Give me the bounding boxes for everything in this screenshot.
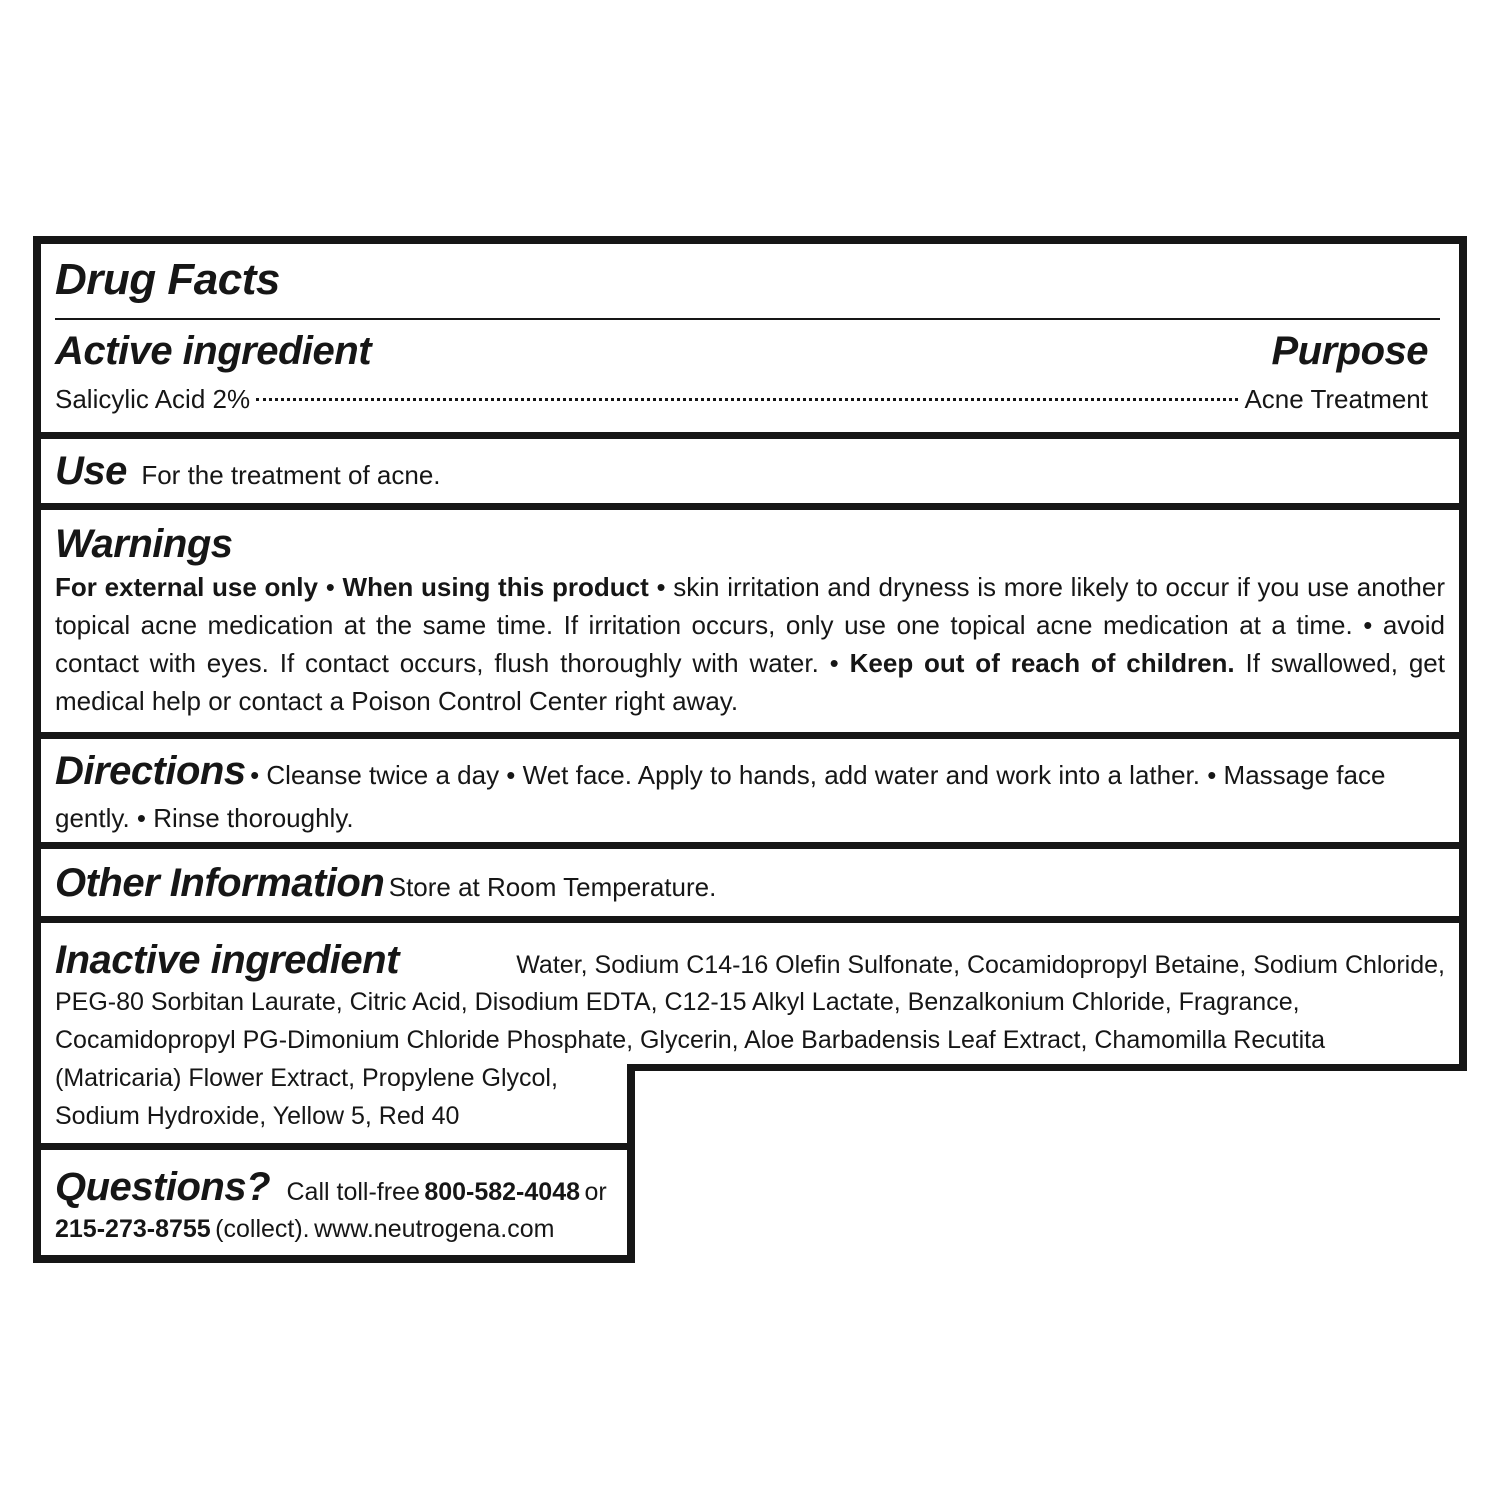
frame-top-border: [33, 236, 1467, 244]
warnings-bullet: •: [829, 648, 839, 678]
warnings-text: [55, 568, 1445, 720]
inactive-heading: Inactive ingredient: [55, 938, 399, 982]
title-hairline: [55, 318, 1440, 320]
active-ingredient-row: [55, 380, 1428, 418]
divider-inactive-questions: [33, 1143, 635, 1150]
other-info-text: Store at Room Temperature.: [388, 872, 717, 902]
divider-warnings-directions: [33, 732, 1467, 739]
warnings-external-use: For external use only: [55, 572, 318, 602]
other-info-heading: Other Information: [55, 861, 385, 905]
warnings-bullet: •: [325, 572, 335, 602]
questions-or: or: [584, 1178, 607, 1206]
page-title: Drug Facts: [55, 255, 280, 304]
inactive-line-3: Cocamidopropyl PG-Dimonium Chloride Phosphate, Glycerin, Aloe Barbadensis Leaf Extract, Chamomilla Recutita: [55, 1026, 1326, 1054]
warnings-heading: Warnings: [55, 522, 233, 566]
inactive-line-4: (Matricaria) Flower Extract, Propylene Glycol,: [55, 1064, 558, 1092]
questions-line-2: [55, 1210, 620, 1252]
inactive-line-1: [55, 938, 1445, 984]
frame-step-border: [627, 1064, 1467, 1071]
questions-website-link[interactable]: www.neutrogena.com: [314, 1215, 555, 1243]
inactive-line-2: PEG-80 Sorbitan Laurate, Citric Acid, Disodium EDTA, C12-15 Alkyl Lactate, Benzalkonium Chloride, Fragrance,: [55, 988, 1300, 1016]
frame-inner-right-border: [627, 1064, 635, 1263]
active-ingredient-purpose: Acne Treatment: [1244, 384, 1428, 414]
purpose-heading: Purpose: [1271, 329, 1428, 373]
use-text: For the treatment of acne.: [141, 460, 441, 490]
leader-dots: [256, 398, 1238, 401]
directions-heading: Directions: [55, 749, 246, 793]
directions-section: [55, 749, 1445, 842]
other-info-section: [55, 860, 1445, 915]
inactive-text: Water, Sodium C14-16 Olefin Sulfonate, Cocamidopropyl Betaine, Sodium Chloride,: [516, 951, 1445, 979]
questions-phone-collect[interactable]: 215-273-8755: [55, 1215, 211, 1243]
divider-use-warnings: [33, 503, 1467, 510]
active-ingredient-name: Salicylic Acid 2%: [55, 384, 251, 414]
frame-left-border: [33, 236, 41, 1263]
questions-collect-label: (collect).: [215, 1215, 310, 1243]
questions-call-label: Call toll-free: [286, 1178, 420, 1206]
questions-heading: Questions?: [55, 1165, 271, 1209]
warnings-when-using: When using this product: [342, 572, 649, 602]
use-heading: Use: [55, 449, 127, 493]
divider-other-inactive: [33, 916, 1467, 923]
divider-active-use: [33, 432, 1467, 439]
frame-right-border: [1459, 236, 1467, 1071]
active-ingredient-heading: Active ingredient: [55, 329, 372, 373]
use-section: [55, 446, 1440, 496]
warnings-swallowed: If swallowed, get medical help or contact a Poison Control Center right away.: [55, 648, 1445, 716]
warnings-keep-out: Keep out of reach of children.: [849, 648, 1235, 678]
frame-bottom-border: [33, 1255, 635, 1263]
warnings-body: • skin irritation and dryness is more likely to occur if you use another topical acne medication at the same time. If irritation occurs, only use one topical acne medication at a time. • avoid contact with eyes. If contact occurs, flush thoroughly with water.: [55, 572, 1445, 678]
directions-text: • Cleanse twice a day • Wet face. Apply to hands, add water and work into a lather. • Massage face gently. • Rinse thoroughly.: [55, 760, 1386, 833]
inactive-line-5: Sodium Hydroxide, Yellow 5, Red 40: [55, 1102, 460, 1130]
divider-directions-other: [33, 842, 1467, 849]
questions-phone-tollfree[interactable]: 800-582-4048: [424, 1178, 581, 1206]
